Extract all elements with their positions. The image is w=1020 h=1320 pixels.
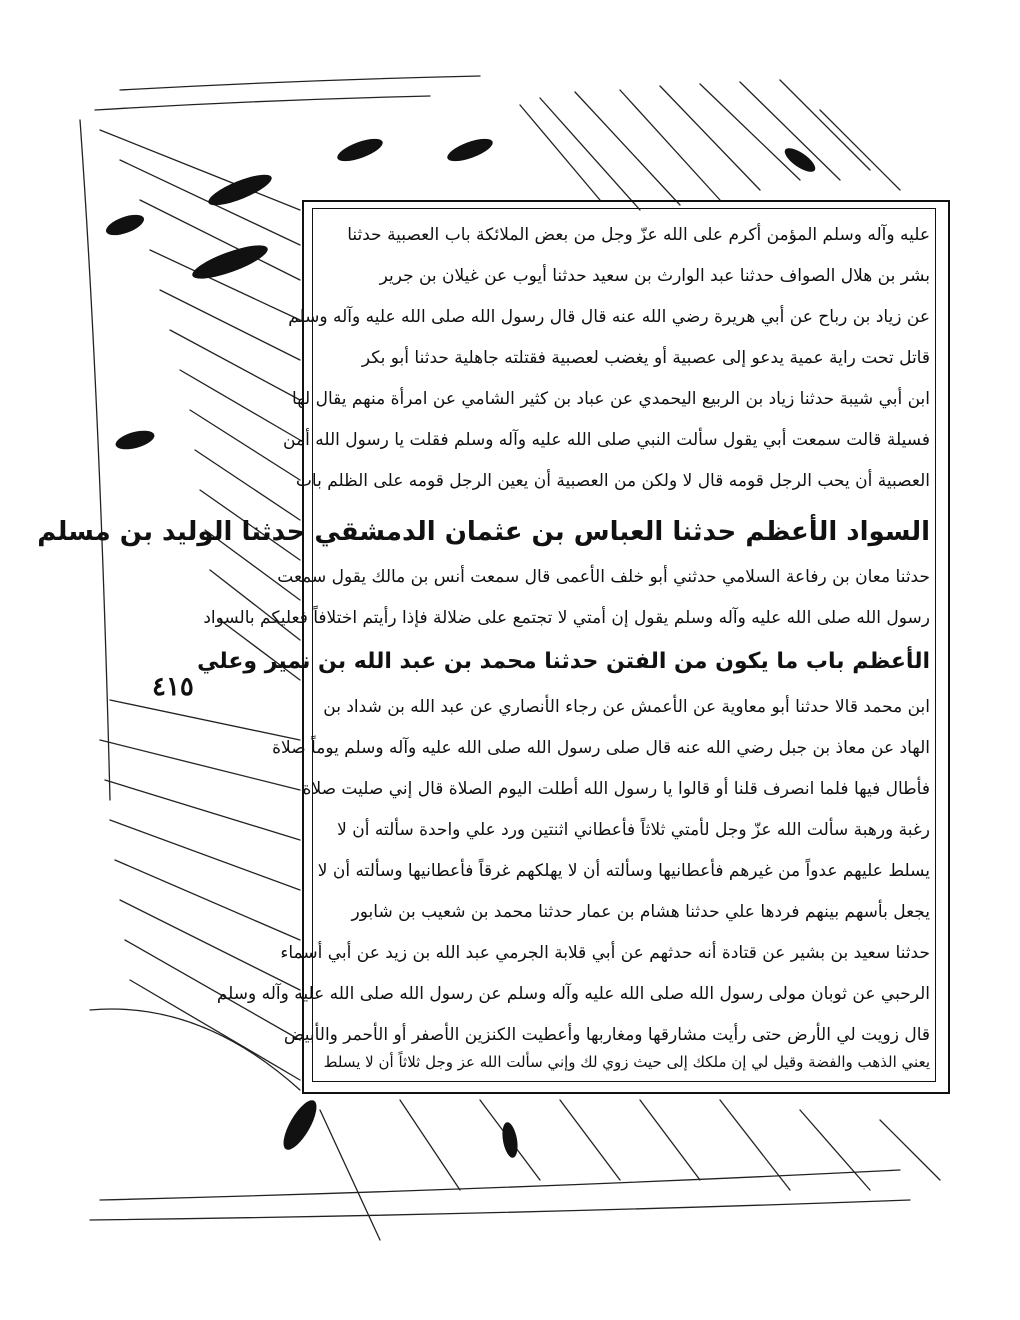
text-line: بشر بن هلال الصواف حدثنا عبد الوارث بن سعيد حدثنا أيوب عن غيلان بن جرير — [379, 266, 930, 286]
text-line: فأطال فيها فلما انصرف قلنا أو قالوا يا رسول الله أطلت اليوم الصلاة قال إني صليت صلاة — [302, 779, 930, 799]
text-line: ابن محمد قالا حدثنا أبو معاوية عن الأعمش عن رجاء الأنصاري عن عبد الله بن شداد بن — [323, 697, 930, 717]
text-line: قاتل تحت راية عمية يدعو إلى عصبية أو يغضب لعصبية فقتلته جاهلية حدثنا أبو بكر — [361, 348, 930, 368]
heading-line: السواد الأعظم حدثنا العباس بن عثمان الدمشقي حدثنا الوليد بن مسلم — [37, 517, 930, 547]
text-line: رسول الله صلى الله عليه وآله وسلم يقول إن أمتي لا تجتمع على ضلالة فإذا رأيتم اختلافاً فعليكم بالسواد — [203, 608, 930, 628]
text-line: عليه وآله وسلم المؤمن أكرم على الله عزّ وجل من بعض الملائكة باب العصبية حدثنا — [347, 225, 930, 245]
text-line: قال زويت لي الأرض حتى رأيت مشارقها ومغاربها وأعطيت الكنزين الأصفر أو الأحمر والأبيض — [283, 1025, 930, 1045]
text-line: حدثنا سعيد بن بشير عن قتادة أنه حدثهم عن أبي قلابة الجرمي عبد الله بن زيد عن أبي أسماء — [280, 943, 930, 963]
text-line: فسيلة قالت سمعت أبي يقول سألت النبي صلى الله عليه وآله وسلم فقلت يا رسول الله أمن — [283, 430, 930, 450]
text-line: عن زياد بن رباح عن أبي هريرة رضي الله عنه قال قال رسول الله صلى الله عليه وآله وسلم — [288, 307, 930, 327]
text-line: حدثنا معان بن رفاعة السلامي حدثني أبو خلف الأعمى قال سمعت أنس بن مالك يقول سمعت — [277, 567, 930, 587]
text-line: يسلط عليهم عدواً من غيرهم فأعطانيها وسألته أن لا يهلكهم غرقاً فأعطانيها وسألته أن لا — [317, 861, 930, 881]
text-line: العصبية أن يحب الرجل قومه قال لا ولكن من العصبية أن يعين الرجل قومه على الظلم باب — [295, 471, 930, 491]
text-line: يعني الذهب والفضة وقيل لي إن ملكك إلى حيث زوي لك وإني سألت الله عز وجل ثلاثاً أن لا يسلط — [323, 1053, 930, 1071]
text-line: الرحبي عن ثوبان مولى رسول الله صلى الله عليه وآله وسلم عن رسول الله صلى الله عليه وآله وسلم — [216, 984, 930, 1004]
text-line: الهاد عن معاذ بن جبل رضي الله عنه قال صلى رسول الله صلى الله عليه وآله وسلم يوماً صلاة — [272, 738, 930, 758]
text-line: يجعل بأسهم بينهم فردها علي حدثنا هشام بن عمار حدثنا محمد بن شعيب بن شابور — [351, 902, 930, 922]
page-number: ٤١٥ — [152, 672, 194, 702]
heading-line: الأعظم باب ما يكون من الفتن حدثنا محمد بن عبد الله بن نمير وعلي — [197, 649, 930, 674]
text-line: ابن أبي شيبة حدثنا زياد بن الربيع اليحمدي عن عباد بن كثير الشامي عن امرأة منهم يقال لها — [292, 389, 930, 409]
text-line: رغبة ورهبة سألت الله عزّ وجل لأمتي ثلاثاً فأعطاني اثنتين ورد علي واحدة سألته أن لا — [337, 820, 930, 840]
